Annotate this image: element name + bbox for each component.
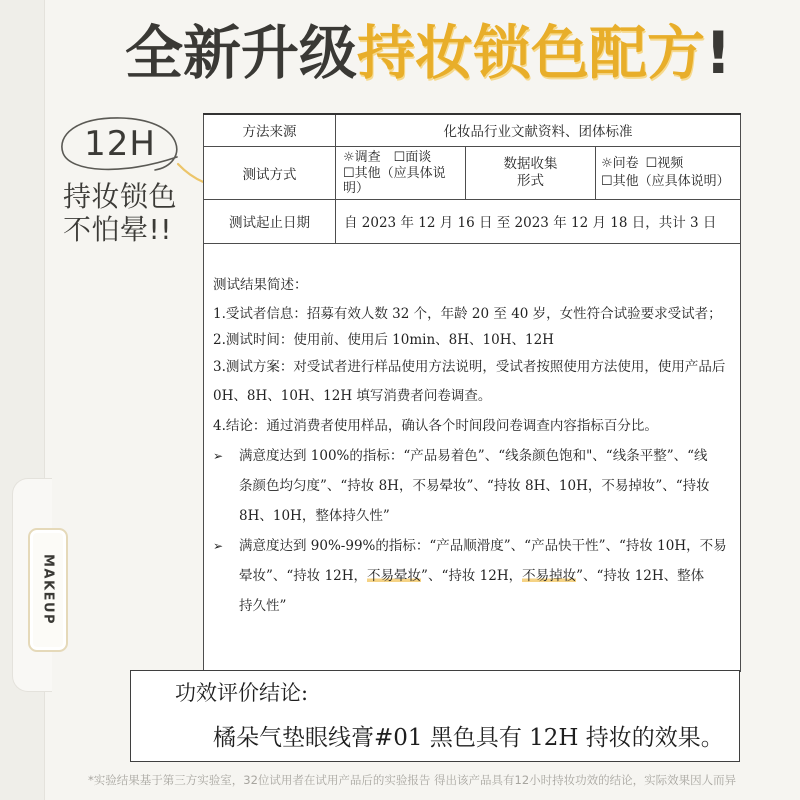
conclusion-box (130, 670, 740, 762)
bullet-line: 满意度达到 90%-99%的指标：“产品顺滑度”、“产品快干性”、“持妆 10H，不易 (239, 537, 727, 554)
bullet-line: 8H、10H，整体持久性” (239, 507, 390, 524)
disclaimer: *实验结果基于第三方实验室，32位试用者在试用产品后的实验报告 得出该产品具有12小时持妆功效的结论，实际效果因人而异 (88, 773, 737, 787)
bullet-line: 条颜色均匀度”、“持妆 8H，不易晕妆”、“持妆 8H、10H，不易掉妆”、“持妆 (239, 477, 710, 494)
makeup-tab (28, 528, 68, 652)
bullet-segment: 晕妆”、“持妆 12H， (239, 567, 368, 584)
bullet-line: 持久性” (239, 597, 287, 614)
results-item: 2.测试时间：使用前、使用后 10min、8H、10H、12H (213, 331, 554, 348)
highlighted-phrase: 不易掉妆 (522, 567, 577, 584)
headline (125, 20, 731, 86)
results-item-line: 0H、8H、10H、12H 填写消费者问卷调查。 (213, 387, 492, 404)
method-source-label: 方法来源 (204, 114, 336, 146)
option-questionnaire: ☼问卷 (601, 155, 639, 171)
test-period-label: 测试起止日期 (204, 199, 336, 243)
test-report-table (203, 113, 741, 672)
option-survey: ☼调查 (343, 150, 381, 166)
headline-highlight: 持妆锁色配方 (357, 19, 706, 87)
results-cell (204, 243, 741, 671)
badge-caption-line: 持妆锁色 (63, 180, 178, 213)
headline-exclamation: ! (705, 19, 732, 87)
makeup-tab-label: MAKEUP (40, 554, 56, 626)
bullet-arrow-icon: ➢ (213, 538, 224, 553)
option-other: ☐其他（应具体说明） (343, 165, 446, 197)
conclusion-statement: 橘朵气垫眼线膏#01 黑色具有 12H 持妆的效果。 (213, 725, 724, 751)
test-method-label: 测试方式 (204, 146, 336, 199)
test-method-options (336, 146, 466, 199)
results-bullet (213, 531, 732, 621)
method-source-value: 化妆品行业文献资料、团体标准 (336, 114, 741, 146)
row-results (204, 243, 741, 671)
highlighted-phrase: 不易晕妆 (367, 567, 422, 584)
row-method-source (204, 114, 741, 146)
badge-12h-label: 12H (84, 124, 156, 164)
headline-plain: 全新升级 (125, 19, 358, 87)
results-item-line: 3.测试方案：对受试者进行样品使用方法说明，受试者按照使用方法使用，使用产品后 (213, 358, 726, 375)
bullet-segment: ”、“持妆 12H， (421, 567, 523, 584)
results-item (213, 353, 732, 411)
data-collection-label (466, 146, 596, 199)
results-heading: 测试结果简述： (213, 276, 308, 293)
row-test-period (204, 199, 741, 243)
bullet-line (239, 561, 732, 591)
badge-caption-line: 不怕晕!! (63, 213, 172, 246)
row-test-method (204, 146, 741, 199)
data-collection-options (596, 146, 741, 199)
bullet-arrow-icon: ➢ (213, 448, 224, 463)
option-video: ☐视频 (645, 155, 684, 171)
badge-caption (63, 180, 177, 246)
bullet-line: 满意度达到 100%的指标：“产品易着色”、“线条颜色饱和"、“线条平整”、“线 (239, 447, 708, 464)
data-collection-label-line: 数据收集 (503, 155, 558, 172)
bullet-segment: ”、“持妆 12H、整体 (576, 567, 705, 584)
results-item: 1.受试者信息：招募有效人数 32 个，年龄 20 至 40 岁，女性符合试验要求受试者； (213, 305, 722, 322)
option-other: ☐其他（应具体说明） (601, 173, 730, 189)
results-item: 4.结论：通过消费者使用样品，确认各个时间段问卷调查内容指标百分比。 (213, 417, 658, 434)
conclusion-heading: 功效评价结论: (175, 681, 309, 705)
test-period-value: 自 2023 年 12 月 16 日 至 2023 年 12 月 18 日，共计 3 日 (336, 199, 741, 243)
data-collection-label-line: 形式 (517, 172, 544, 189)
option-interview: ☐面谈 (393, 150, 432, 166)
results-bullet (213, 441, 732, 531)
